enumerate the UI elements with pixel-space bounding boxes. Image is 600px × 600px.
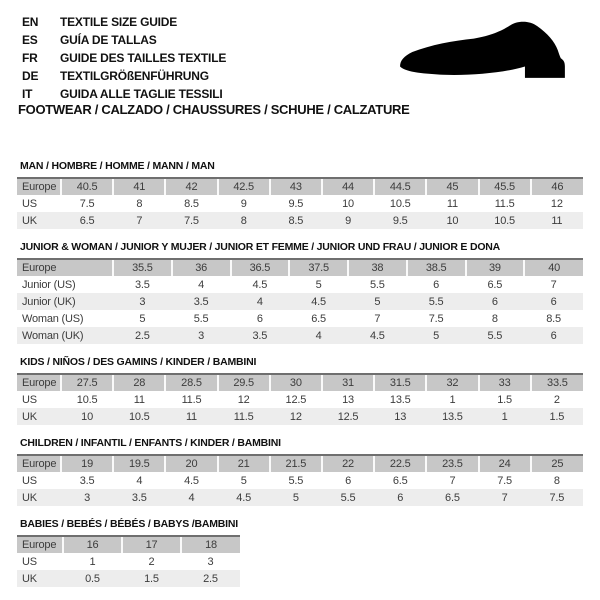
size-cell: 11.5: [165, 391, 217, 408]
size-cell: 11: [531, 212, 583, 229]
size-cell: 5.5: [270, 472, 322, 489]
table-header-row: [17, 455, 583, 472]
size-cell: 31.5: [374, 374, 426, 391]
size-cell: 3.5: [61, 472, 113, 489]
size-cell: 6: [407, 276, 466, 293]
size-cell: 3.5: [113, 276, 172, 293]
size-cell: 10: [426, 212, 478, 229]
size-cell: 3: [61, 489, 113, 506]
size-cell: 29.5: [218, 374, 270, 391]
table-row: [17, 391, 583, 408]
size-cell: 4.5: [165, 472, 217, 489]
size-cell: 19.5: [113, 455, 165, 472]
size-cell: 7: [479, 489, 531, 506]
size-cell: 6.5: [289, 310, 348, 327]
table-title: MAN / HOMBRE / HOMME / MANN / MAN: [20, 160, 215, 172]
size-cell: 9.5: [374, 212, 426, 229]
size-cell: 44: [322, 178, 374, 195]
size-cell: 1: [63, 553, 122, 570]
size-cell: 6.5: [61, 212, 113, 229]
size-cell: 10.5: [479, 212, 531, 229]
size-cell: 3.5: [172, 293, 231, 310]
size-cell: 7: [348, 310, 407, 327]
size-cell: 40: [524, 259, 583, 276]
size-cell: 45.5: [479, 178, 531, 195]
size-cell: 4.5: [218, 489, 270, 506]
size-cell: 8: [113, 195, 165, 212]
size-cell: 7: [113, 212, 165, 229]
row-label: Woman (UK): [17, 327, 113, 344]
size-cell: 6: [466, 293, 525, 310]
table-row: [17, 408, 583, 425]
size-cell: 6: [524, 327, 583, 344]
size-cell: 12: [270, 408, 322, 425]
size-cell: 30: [270, 374, 322, 391]
size-cell: 9.5: [270, 195, 322, 212]
size-cell: 4.5: [289, 293, 348, 310]
size-cell: 3: [172, 327, 231, 344]
size-cell: 43: [270, 178, 322, 195]
size-cell: 1: [426, 391, 478, 408]
size-cell: 36: [172, 259, 231, 276]
size-table-section: [17, 437, 600, 506]
size-cell: 3: [181, 553, 240, 570]
category-heading: FOOTWEAR / CALZADO / CHAUSSURES / SCHUHE / CALZATURE: [18, 102, 410, 117]
size-table-section: [17, 518, 600, 587]
size-table: [17, 535, 240, 587]
size-cell: 4: [289, 327, 348, 344]
size-cell: 4.5: [231, 276, 290, 293]
size-cell: 5: [289, 276, 348, 293]
size-cell: 8: [466, 310, 525, 327]
size-cell: 31: [322, 374, 374, 391]
row-label: UK: [17, 489, 61, 506]
row-label: US: [17, 553, 63, 570]
size-cell: 37.5: [289, 259, 348, 276]
size-cell: 41: [113, 178, 165, 195]
size-cell: 22: [322, 455, 374, 472]
size-cell: 13.5: [426, 408, 478, 425]
size-cell: 4: [172, 276, 231, 293]
size-tables: [17, 160, 600, 587]
size-cell: 39: [466, 259, 525, 276]
size-cell: 7: [426, 472, 478, 489]
size-cell: 11: [113, 391, 165, 408]
size-cell: 32: [426, 374, 478, 391]
size-cell: 5.5: [322, 489, 374, 506]
size-cell: 6: [374, 489, 426, 506]
table-title: JUNIOR & WOMAN / JUNIOR Y MUJER / JUNIOR ET FEMME / JUNIOR UND FRAU / JUNIOR E DONA: [20, 241, 501, 253]
size-cell: 12.5: [270, 391, 322, 408]
size-cell: 45: [426, 178, 478, 195]
row-label: US: [17, 391, 61, 408]
table-header-row: [17, 259, 583, 276]
size-cell: 6: [524, 293, 583, 310]
size-cell: 7.5: [165, 212, 217, 229]
table-row: [17, 570, 240, 587]
table-row: [17, 276, 583, 293]
row-label: Europe: [17, 455, 61, 472]
size-cell: 4.5: [348, 327, 407, 344]
size-cell: 8.5: [270, 212, 322, 229]
size-cell: 10: [322, 195, 374, 212]
size-cell: 7.5: [479, 472, 531, 489]
row-label: Woman (US): [17, 310, 113, 327]
table-header-row: [17, 178, 583, 195]
size-cell: 12: [218, 391, 270, 408]
size-cell: 13.5: [374, 391, 426, 408]
size-table-section: [17, 160, 600, 229]
size-cell: 7: [524, 276, 583, 293]
size-cell: 21.5: [270, 455, 322, 472]
size-cell: 16: [63, 536, 122, 553]
language-title: TEXTILGRÖßENFÜHRUNG: [60, 69, 209, 83]
size-cell: 12.5: [322, 408, 374, 425]
row-label: UK: [17, 570, 63, 587]
language-code: EN: [22, 15, 39, 29]
size-cell: 33.5: [531, 374, 583, 391]
size-cell: 28: [113, 374, 165, 391]
size-cell: 11.5: [479, 195, 531, 212]
size-cell: 9: [322, 212, 374, 229]
size-cell: 42.5: [218, 178, 270, 195]
row-label: UK: [17, 408, 61, 425]
size-cell: 6.5: [374, 472, 426, 489]
table-row: [17, 553, 240, 570]
size-cell: 7.5: [407, 310, 466, 327]
table-title: CHILDREN / INFANTIL / ENFANTS / KINDER / BAMBINI: [20, 437, 281, 449]
table-row: [17, 489, 583, 506]
size-cell: 11.5: [218, 408, 270, 425]
row-label: US: [17, 195, 61, 212]
size-cell: 19: [61, 455, 113, 472]
size-cell: 10: [61, 408, 113, 425]
size-cell: 24: [479, 455, 531, 472]
size-cell: 5.5: [348, 276, 407, 293]
shoe-icon: [398, 21, 570, 81]
size-cell: 27.5: [61, 374, 113, 391]
size-cell: 20: [165, 455, 217, 472]
size-cell: 1.5: [479, 391, 531, 408]
size-cell: 11: [165, 408, 217, 425]
size-cell: 10.5: [113, 408, 165, 425]
size-cell: 10.5: [374, 195, 426, 212]
row-label: Europe: [17, 536, 63, 553]
table-header-row: [17, 374, 583, 391]
size-cell: 5: [348, 293, 407, 310]
size-cell: 42: [165, 178, 217, 195]
table-row: [17, 212, 583, 229]
table-title: KIDS / NIÑOS / DES GAMINS / KINDER / BAMBINI: [20, 356, 257, 368]
size-cell: 44.5: [374, 178, 426, 195]
size-cell: 38.5: [407, 259, 466, 276]
size-cell: 2.5: [181, 570, 240, 587]
language-title: TEXTILE SIZE GUIDE: [60, 15, 178, 29]
language-row: [22, 85, 600, 103]
size-cell: 33: [479, 374, 531, 391]
size-cell: 46: [531, 178, 583, 195]
table-title: BABIES / BEBÉS / BÉBÉS / BABYS /BAMBINI: [20, 518, 238, 530]
table-row: [17, 310, 583, 327]
row-label: Junior (US): [17, 276, 113, 293]
size-cell: 17: [122, 536, 181, 553]
size-cell: 22.5: [374, 455, 426, 472]
size-cell: 5: [270, 489, 322, 506]
size-table-section: [17, 356, 600, 425]
size-table: [17, 454, 583, 506]
size-cell: 18: [181, 536, 240, 553]
size-table: [17, 177, 583, 229]
table-row: [17, 327, 583, 344]
table-row: [17, 293, 583, 310]
size-cell: 1.5: [122, 570, 181, 587]
row-label: Junior (UK): [17, 293, 113, 310]
size-cell: 4: [165, 489, 217, 506]
size-cell: 5.5: [407, 293, 466, 310]
table-row: [17, 195, 583, 212]
language-code: DE: [22, 69, 39, 83]
size-cell: 8.5: [165, 195, 217, 212]
size-cell: 5.5: [172, 310, 231, 327]
size-cell: 2.5: [113, 327, 172, 344]
row-label: Europe: [17, 374, 61, 391]
size-cell: 35.5: [113, 259, 172, 276]
size-cell: 4: [113, 472, 165, 489]
language-code: FR: [22, 51, 38, 65]
size-cell: 38: [348, 259, 407, 276]
row-label: US: [17, 472, 61, 489]
size-cell: 3.5: [113, 489, 165, 506]
size-cell: 8: [218, 212, 270, 229]
size-cell: 1.5: [531, 408, 583, 425]
size-cell: 7.5: [531, 489, 583, 506]
size-cell: 5: [407, 327, 466, 344]
language-code: IT: [22, 87, 33, 101]
size-cell: 6: [231, 310, 290, 327]
size-cell: 12: [531, 195, 583, 212]
row-label: Europe: [17, 178, 61, 195]
size-cell: 5: [113, 310, 172, 327]
size-cell: 3: [113, 293, 172, 310]
size-cell: 7.5: [61, 195, 113, 212]
size-cell: 4: [231, 293, 290, 310]
row-label: UK: [17, 212, 61, 229]
size-cell: 3.5: [231, 327, 290, 344]
size-cell: 25: [531, 455, 583, 472]
size-cell: 5.5: [466, 327, 525, 344]
size-cell: 40.5: [61, 178, 113, 195]
size-cell: 6: [322, 472, 374, 489]
table-row: [17, 472, 583, 489]
size-cell: 36.5: [231, 259, 290, 276]
size-cell: 23.5: [426, 455, 478, 472]
page-header: [0, 0, 600, 101]
size-cell: 2: [531, 391, 583, 408]
language-title: GUIDA ALLE TAGLIE TESSILI: [60, 87, 223, 101]
language-title: GUÍA DE TALLAS: [60, 33, 157, 47]
size-cell: 13: [374, 408, 426, 425]
size-cell: 28.5: [165, 374, 217, 391]
size-cell: 2: [122, 553, 181, 570]
size-table: [17, 258, 583, 344]
size-cell: 0.5: [63, 570, 122, 587]
size-cell: 13: [322, 391, 374, 408]
size-table: [17, 373, 583, 425]
size-cell: 6.5: [466, 276, 525, 293]
language-code: ES: [22, 33, 38, 47]
size-cell: 21: [218, 455, 270, 472]
size-cell: 9: [218, 195, 270, 212]
size-cell: 5: [218, 472, 270, 489]
size-table-section: [17, 241, 600, 344]
size-cell: 10.5: [61, 391, 113, 408]
row-label: Europe: [17, 259, 113, 276]
size-cell: 8.5: [524, 310, 583, 327]
size-cell: 11: [426, 195, 478, 212]
size-cell: 8: [531, 472, 583, 489]
size-cell: 1: [479, 408, 531, 425]
size-cell: 6.5: [426, 489, 478, 506]
language-title: GUIDE DES TAILLES TEXTILE: [60, 51, 227, 65]
table-header-row: [17, 536, 240, 553]
